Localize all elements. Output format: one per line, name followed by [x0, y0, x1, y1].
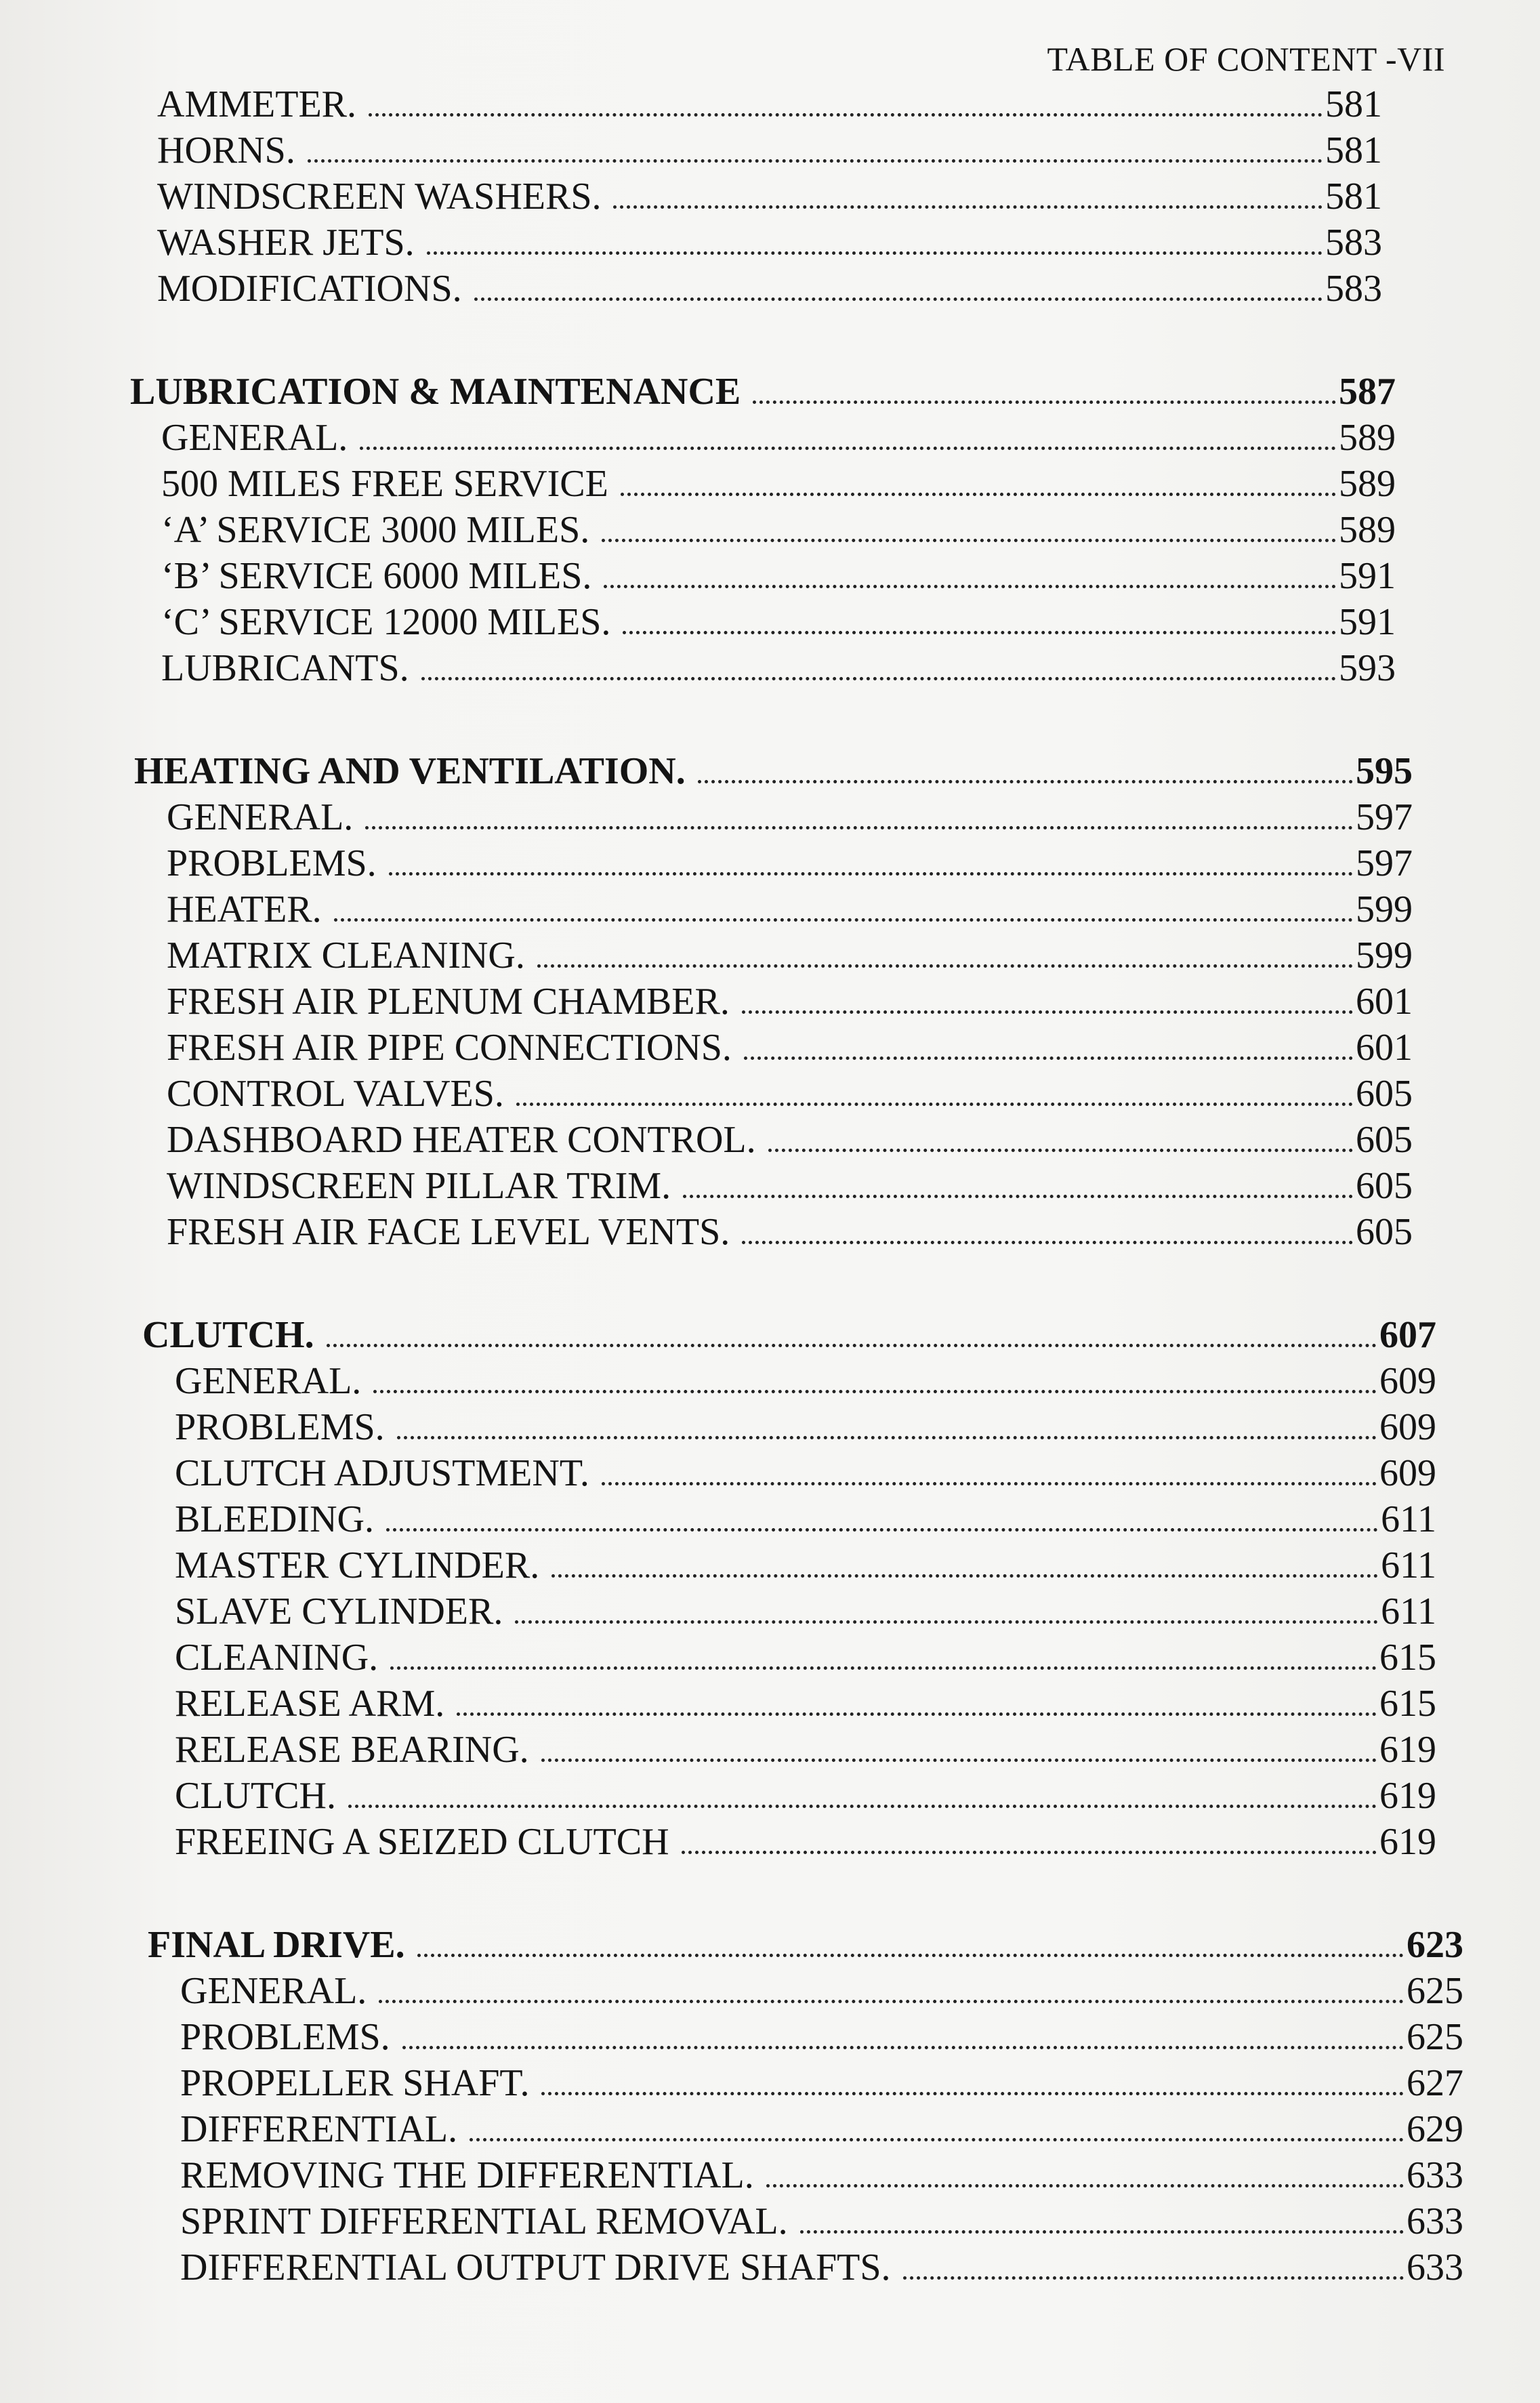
entry-title: GENERAL. [161, 417, 348, 459]
entry-title: GENERAL. [175, 1360, 362, 1402]
entry-title: PROBLEMS. [175, 1406, 385, 1448]
entry-title: REMOVING THE DIFFERENTIAL. [180, 2154, 754, 2196]
entry-title: RELEASE BEARING. [175, 1729, 529, 1771]
entry-page-number: 597 [1356, 796, 1413, 838]
entry-page-number: 629 [1407, 2108, 1463, 2150]
entry-page-number: 615 [1379, 1683, 1436, 1725]
toc-entry [0, 1358, 1436, 1404]
entry-page-number: 633 [1407, 2154, 1463, 2196]
entry-title: DIFFERENTIAL OUTPUT DRIVE SHAFTS. [180, 2246, 891, 2288]
entry-page-number: 591 [1339, 555, 1396, 597]
dot-leader [604, 585, 1336, 588]
toc-entry [0, 2152, 1463, 2198]
dot-leader [516, 1103, 1353, 1106]
toc-entry [0, 1773, 1436, 1819]
dot-leader [373, 1390, 1377, 1393]
toc-chapter-heading [0, 748, 1413, 794]
entry-title: FREEING A SEIZED CLUTCH [175, 1821, 669, 1863]
toc-entry [0, 1727, 1436, 1773]
dot-leader [334, 918, 1353, 922]
chapter-title: HEATING AND VENTILATION. [134, 750, 686, 792]
toc-chapter-heading [0, 1312, 1436, 1358]
chapter-page-number: 623 [1407, 1924, 1463, 1966]
chapter-page-number: 595 [1356, 750, 1413, 792]
dot-leader [470, 2138, 1404, 2141]
chapter-page-number: 587 [1339, 371, 1396, 413]
dot-leader [427, 251, 1323, 255]
entry-title: MATRIX CLEANING. [167, 934, 525, 977]
entry-title: PROBLEMS. [167, 842, 377, 884]
toc-entry [0, 2244, 1463, 2291]
dot-leader [379, 2000, 1404, 2003]
dot-leader [800, 2230, 1404, 2234]
dot-leader [308, 159, 1323, 163]
toc-entry [0, 886, 1413, 932]
entry-page-number: 605 [1356, 1165, 1413, 1207]
dot-leader [602, 539, 1336, 542]
toc-entry [0, 2106, 1463, 2152]
toc-entry [0, 1635, 1436, 1681]
toc-entry [0, 1404, 1436, 1450]
entry-title: ‘C’ SERVICE 12000 MILES. [161, 601, 611, 643]
entry-page-number: 581 [1325, 129, 1382, 171]
entry-page-number: 627 [1407, 2062, 1463, 2104]
toc-entry [0, 1025, 1413, 1071]
dot-leader [397, 1436, 1377, 1439]
toc-entry [0, 1588, 1436, 1635]
dot-leader [390, 1666, 1377, 1670]
toc-entry [0, 507, 1396, 553]
entry-page-number: 581 [1325, 176, 1382, 218]
chapter-title: CLUTCH. [142, 1314, 314, 1356]
entry-title: ‘A’ SERVICE 3000 MILES. [161, 509, 590, 551]
toc-entry [0, 553, 1396, 599]
dot-leader [327, 1344, 1377, 1347]
entry-title: DIFFERENTIAL. [180, 2108, 458, 2150]
entry-page-number: 611 [1381, 1498, 1436, 1540]
toc-entry [0, 794, 1413, 840]
toc-chapter-heading [0, 1922, 1463, 1968]
toc-entry [0, 979, 1413, 1025]
dot-leader [541, 2092, 1404, 2095]
dot-leader [360, 447, 1336, 450]
entry-title: SPRINT DIFFERENTIAL REMOVAL. [180, 2200, 788, 2242]
dot-leader [369, 113, 1323, 117]
dot-leader [682, 1851, 1377, 1854]
entry-page-number: 615 [1379, 1637, 1436, 1679]
toc-entry [0, 1496, 1436, 1542]
dot-leader [457, 1712, 1377, 1716]
entry-page-number: 589 [1339, 417, 1396, 459]
dot-leader [365, 826, 1353, 829]
dot-leader [389, 872, 1353, 876]
dot-leader [552, 1574, 1378, 1578]
entry-page-number: 633 [1407, 2200, 1463, 2242]
entry-page-number: 599 [1356, 934, 1413, 977]
entry-page-number: 605 [1356, 1119, 1413, 1161]
toc-entry [0, 127, 1382, 173]
dot-leader [742, 1241, 1353, 1244]
toc-entry [0, 840, 1413, 886]
entry-page-number: 611 [1381, 1590, 1436, 1632]
table-of-contents [0, 81, 1540, 2347]
toc-entry [0, 645, 1396, 691]
dot-leader [621, 493, 1336, 496]
dot-leader [753, 400, 1336, 404]
entry-page-number: 605 [1356, 1211, 1413, 1253]
entry-title: GENERAL. [180, 1970, 367, 2012]
entry-page-number: 619 [1379, 1821, 1436, 1863]
dot-leader [515, 1620, 1378, 1624]
entry-title: RELEASE ARM. [175, 1683, 445, 1725]
entry-title: AMMETER. [157, 83, 356, 125]
toc-chapter-heading [0, 369, 1396, 415]
entry-page-number: 609 [1379, 1406, 1436, 1448]
entry-title: CLEANING. [175, 1637, 379, 1679]
entry-title: CLUTCH ADJUSTMENT. [175, 1452, 589, 1494]
entry-page-number: 583 [1325, 222, 1382, 264]
entry-title: SLAVE CYLINDER. [175, 1590, 503, 1632]
dot-leader [903, 2276, 1404, 2280]
entry-title: WINDSCREEN WASHERS. [157, 176, 602, 218]
entry-page-number: 633 [1407, 2246, 1463, 2288]
entry-page-number: 581 [1325, 83, 1382, 125]
entry-title: WINDSCREEN PILLAR TRIM. [167, 1165, 671, 1207]
toc-entry [0, 1542, 1436, 1588]
toc-entry [0, 2014, 1463, 2060]
dot-leader [698, 780, 1353, 783]
entry-title: 500 MILES FREE SERVICE [161, 463, 608, 505]
entry-title: BLEEDING. [175, 1498, 374, 1540]
entry-title: PROPELLER SHAFT. [180, 2062, 530, 2104]
entry-title: FRESH AIR FACE LEVEL VENTS. [167, 1211, 730, 1253]
dot-leader [537, 964, 1353, 968]
entry-title: CLUTCH. [175, 1775, 336, 1817]
entry-title: ‘B’ SERVICE 6000 MILES. [161, 555, 592, 597]
dot-leader [613, 205, 1323, 209]
entry-page-number: 601 [1356, 981, 1413, 1023]
chapter-page-number: 607 [1379, 1314, 1436, 1356]
dot-leader [602, 1482, 1377, 1485]
toc-section [0, 1922, 1540, 2291]
toc-entry [0, 599, 1396, 645]
entry-page-number: 601 [1356, 1027, 1413, 1069]
chapter-title: FINAL DRIVE. [148, 1924, 405, 1966]
entry-page-number: 599 [1356, 888, 1413, 930]
toc-entry [0, 1071, 1413, 1117]
dot-leader [421, 677, 1336, 680]
running-header: TABLE OF CONTENT -VII [1047, 40, 1445, 78]
toc-entry [0, 2198, 1463, 2244]
entry-title: LUBRICANTS. [161, 647, 409, 689]
entry-title: GENERAL. [167, 796, 354, 838]
entry-page-number: 605 [1356, 1073, 1413, 1115]
entry-title: FRESH AIR PIPE CONNECTIONS. [167, 1027, 732, 1069]
entry-title: HORNS. [157, 129, 295, 171]
toc-entry [0, 1117, 1413, 1163]
toc-section [0, 81, 1540, 312]
entry-page-number: 625 [1407, 2016, 1463, 2058]
toc-section [0, 369, 1540, 691]
entry-title: MODIFICATIONS. [157, 268, 462, 310]
dot-leader [417, 1954, 1404, 1957]
entry-page-number: 611 [1381, 1544, 1436, 1586]
entry-page-number: 619 [1379, 1775, 1436, 1817]
dot-leader [402, 2046, 1404, 2049]
toc-entry [0, 1681, 1436, 1727]
entry-page-number: 619 [1379, 1729, 1436, 1771]
entry-page-number: 583 [1325, 268, 1382, 310]
dot-leader [768, 1149, 1353, 1152]
toc-entry [0, 1163, 1413, 1209]
entry-title: PROBLEMS. [180, 2016, 390, 2058]
entry-title: HEATER. [167, 888, 322, 930]
dot-leader [541, 1759, 1377, 1762]
dot-leader [474, 297, 1323, 301]
dot-leader [683, 1195, 1353, 1198]
entry-page-number: 609 [1379, 1452, 1436, 1494]
toc-entry [0, 1450, 1436, 1496]
dot-leader [742, 1010, 1353, 1014]
toc-section [0, 748, 1540, 1255]
toc-entry [0, 173, 1382, 220]
chapter-title: LUBRICATION & MAINTENANCE [130, 371, 741, 413]
toc-entry [0, 932, 1413, 979]
entry-page-number: 591 [1339, 601, 1396, 643]
toc-entry [0, 220, 1382, 266]
entry-title: CONTROL VALVES. [167, 1073, 504, 1115]
toc-entry [0, 2060, 1463, 2106]
entry-page-number: 597 [1356, 842, 1413, 884]
entry-title: WASHER JETS. [157, 222, 415, 264]
entry-page-number: 593 [1339, 647, 1396, 689]
toc-entry [0, 461, 1396, 507]
entry-page-number: 625 [1407, 1970, 1463, 2012]
entry-title: FRESH AIR PLENUM CHAMBER. [167, 981, 730, 1023]
entry-page-number: 589 [1339, 509, 1396, 551]
dot-leader [386, 1528, 1378, 1532]
entry-title: DASHBOARD HEATER CONTROL. [167, 1119, 756, 1161]
entry-page-number: 589 [1339, 463, 1396, 505]
toc-entry [0, 415, 1396, 461]
entry-page-number: 609 [1379, 1360, 1436, 1402]
toc-section [0, 1312, 1540, 1865]
dot-leader [766, 2184, 1404, 2188]
dot-leader [348, 1805, 1377, 1808]
toc-entry [0, 81, 1382, 127]
toc-entry [0, 1209, 1413, 1255]
entry-title: MASTER CYLINDER. [175, 1544, 540, 1586]
toc-entry [0, 1968, 1463, 2014]
toc-entry [0, 1819, 1436, 1865]
dot-leader [623, 631, 1336, 634]
dot-leader [744, 1056, 1353, 1060]
toc-entry [0, 266, 1382, 312]
